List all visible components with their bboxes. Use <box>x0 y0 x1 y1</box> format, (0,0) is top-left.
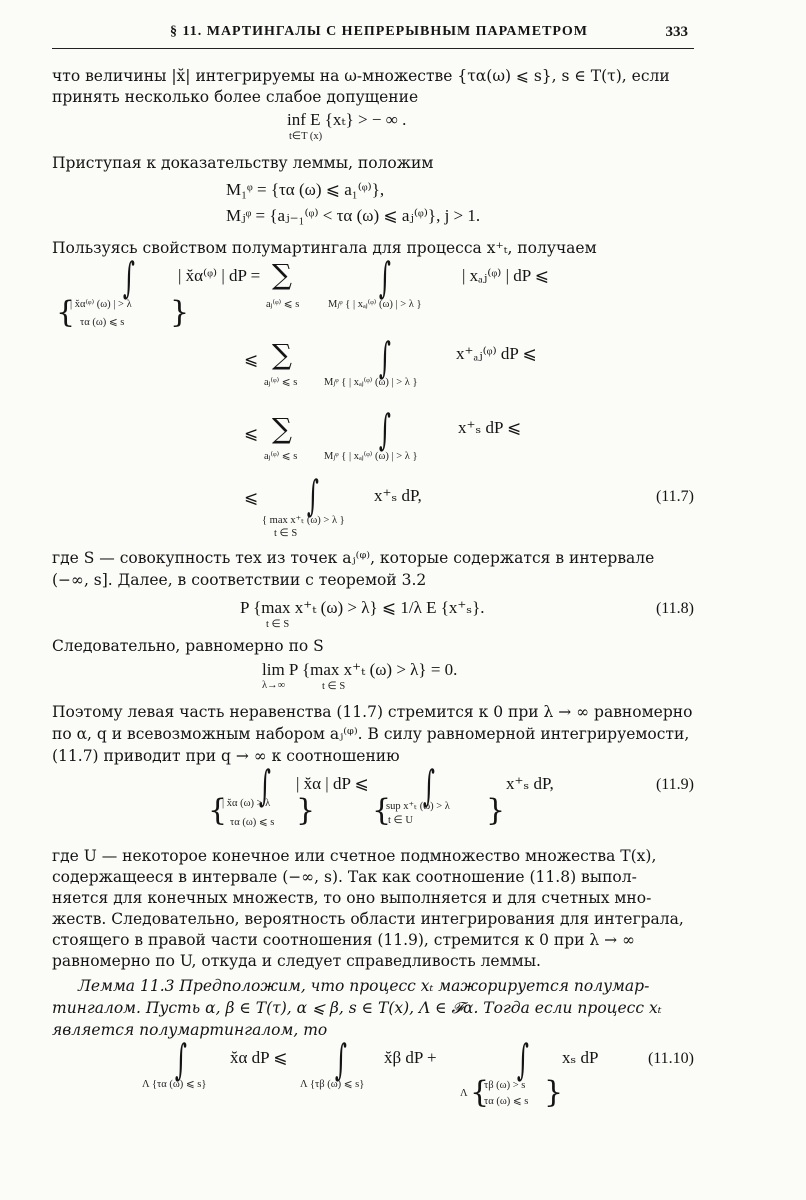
sum-sign: ∑ <box>272 412 292 445</box>
eq7-domain-2: τα (ω) ⩽ s <box>80 317 125 328</box>
integral-sign: ∫ <box>422 761 435 810</box>
eq7-row4-domain: { max x⁺ₜ (ω) > λ } <box>262 515 345 526</box>
text-line-10: (11.7) приводит при q → ∞ к соотношению <box>52 747 400 765</box>
integral-sign: ∫ <box>516 1035 529 1084</box>
eq9-domain-3: sup x⁺ₜ (ω) > λ <box>386 801 450 812</box>
inf-condition: inf E {xₜ} > − ∞ . <box>287 110 407 129</box>
eq7-right-integrand: | xₐⱼ⁽ᵠ⁾ | dP ⩽ <box>462 266 550 285</box>
text-line-15: стоящего в правой части соотношения (11.9), стремится к 0 при λ → ∞ <box>52 931 635 949</box>
integral-sign: ∫ <box>306 471 319 520</box>
text-line-9: по α, q и всевозможным набором aⱼ⁽ᵠ⁾. В силу равномерной интегрируемости, <box>52 725 690 743</box>
brace-right: } <box>486 793 506 828</box>
eq7-sum-subscript: aⱼ⁽ᵠ⁾ ⩽ s <box>266 299 300 310</box>
eq9-domain-2: τα (ω) ⩽ s <box>230 817 275 828</box>
page-number: 333 <box>665 24 688 40</box>
eq7-sum-subscript: aⱼ⁽ᵠ⁾ ⩽ s <box>264 451 298 462</box>
brace-left: { <box>56 295 76 330</box>
text-line-4: Пользуясь свойством полумартингала для процесса x⁺ₜ, получаем <box>52 239 597 257</box>
equation-number-11-10: (11.10) <box>647 1050 694 1067</box>
integral-sign: ∫ <box>378 405 391 454</box>
eq10-lambda: Λ <box>460 1088 468 1099</box>
equation-number-11-9: (11.9) <box>655 776 694 793</box>
limit-subscript: λ→∞ <box>262 680 286 691</box>
text-line-1: что величины |x̆| интегрируемы на ω-множестве {τα(ω) ⩽ s}, s ∈ T(τ), если <box>52 67 670 85</box>
eq7-left-integrand: | x̆α⁽ᵠ⁾ | dP = <box>178 266 261 285</box>
brace-right: } <box>544 1075 564 1110</box>
sum-sign: ∑ <box>272 258 292 291</box>
brace-left: { <box>208 793 228 828</box>
eq9-domain-1: | x̆α (ω) > λ <box>222 798 271 809</box>
eq8-subscript: t ∈ S <box>266 619 290 630</box>
text-line-7: Следовательно, равномерно по S <box>52 637 324 655</box>
equation-number-11-7: (11.7) <box>655 488 694 505</box>
lemma-11-3-line-3: является полумартингалом, то <box>52 1021 328 1039</box>
eq10-subscript-b: Λ {τβ (ω) ⩽ s} <box>300 1079 365 1090</box>
integral-sign: ∫ <box>378 253 391 302</box>
eq7-row2-integrand: x⁺ₐⱼ⁽ᵠ⁾ dP ⩽ <box>456 344 537 363</box>
text-line-11: где U — некоторое конечное или счетное подмножество множества T(x), <box>52 847 657 865</box>
text-line-5: где S — совокупность тех из точек aⱼ⁽ᵠ⁾, которые содержатся в интервале <box>52 549 655 567</box>
integral-sign: ∫ <box>378 333 391 382</box>
integral-sign: ∫ <box>122 253 135 302</box>
eq10-term-a: x̆α dP ⩽ <box>230 1048 288 1067</box>
le-sign: ⩽ <box>244 424 259 443</box>
brace-right: } <box>170 295 190 330</box>
eq7-sum-subscript: aⱼ⁽ᵠ⁾ ⩽ s <box>264 377 298 388</box>
text-line-14: жеств. Следовательно, вероятность области интегрирования для интеграла, <box>52 910 684 928</box>
eq10-subscript-a: Λ {τα (ω) ⩽ s} <box>142 1079 207 1090</box>
text-line-16: равномерно по U, откуда и следует справедливость леммы. <box>52 952 541 970</box>
inf-subscript: t∈T (x) <box>289 131 323 142</box>
eq9-right-integrand: x⁺ₛ dP, <box>506 774 554 793</box>
brace-right: } <box>296 793 316 828</box>
sum-sign: ∑ <box>272 338 292 371</box>
eq10-term-b: x̆β dP + <box>384 1048 437 1067</box>
text-line-13: няется для конечных множеств, то оно выполняется и для счетных мно- <box>52 889 652 907</box>
running-header: § 11. МАРТИНГАЛЫ С НЕПРЕРЫВНЫМ ПАРАМЕТРОМ <box>170 24 589 39</box>
eq7-row4-domain-2: t ∈ S <box>274 528 298 539</box>
eq7-int-subscript: Mⱼᵠ { | xₐⱼ⁽ᵠ⁾ (ω) | > λ } <box>324 377 418 388</box>
integral-sign: ∫ <box>258 761 271 810</box>
text-line-2: принять несколько более слабое допущение <box>52 88 419 106</box>
text-line-3: Приступая к доказательству леммы, положим <box>52 154 434 172</box>
le-sign: ⩽ <box>244 350 259 369</box>
eq7-row3-integrand: x⁺ₛ dP ⩽ <box>458 418 522 437</box>
limit-max-subscript: t ∈ S <box>322 681 346 692</box>
eq9-domain-4: t ∈ U <box>388 815 413 826</box>
text-line-6: (−∞, s]. Далее, в соответствии с теоремой 3.2 <box>52 571 427 589</box>
le-sign: ⩽ <box>244 488 259 507</box>
lemma-11-3-line-1: Лемма 11.3 Предположим, что процесс xₜ мажорируется полумар- <box>78 977 650 995</box>
limit-expression: lim P {max x⁺ₜ (ω) > λ} = 0. <box>262 660 458 679</box>
eq10-subscript-c1: τβ (ω) > s <box>484 1080 526 1091</box>
eq7-domain-1: | x̆α⁽ᵠ⁾ (ω) | > λ <box>70 299 132 310</box>
lemma-11-3-line-2: тингалом. Пусть α, β ∈ T(τ), α ⩽ β, s ∈ T(x), Λ ∈ 𝓕α. Тогда если процесс xₜ <box>52 999 662 1017</box>
header-rule <box>52 48 694 49</box>
eq7-row4-integrand: x⁺ₛ dP, <box>374 486 422 505</box>
set-Mj: Mⱼᵠ = {aⱼ₋₁⁽ᵠ⁾ < τα (ω) ⩽ aⱼ⁽ᵠ⁾}, j > 1. <box>226 206 481 225</box>
inequality-11-8: P {max x⁺ₜ (ω) > λ} ⩽ 1/λ E {x⁺ₛ}. <box>240 598 485 617</box>
eq7-int-subscript: Mⱼᵠ { | xₐⱼ⁽ᵠ⁾ (ω) | > λ } <box>324 451 418 462</box>
brace-left: { <box>470 1075 490 1110</box>
equation-number-11-8: (11.8) <box>655 600 694 617</box>
eq9-left-integrand: | x̆α | dP ⩽ <box>296 774 369 793</box>
eq7-int-subscript: Mⱼᵠ { | xₐⱼ⁽ᵠ⁾ (ω) | > λ } <box>328 299 422 310</box>
brace-left: { <box>372 793 392 828</box>
eq10-term-c: xₛ dP <box>562 1048 599 1067</box>
set-M1: M₁ᵠ = {τα (ω) ⩽ a₁⁽ᵠ⁾}, <box>226 180 385 199</box>
integral-sign: ∫ <box>334 1035 347 1084</box>
eq10-subscript-c2: τα (ω) ⩽ s <box>484 1096 529 1107</box>
integral-sign: ∫ <box>174 1035 187 1084</box>
text-line-12: содержащееся в интервале (−∞, s). Так как соотношение (11.8) выпол- <box>52 868 637 886</box>
text-line-8: Поэтому левая часть неравенства (11.7) стремится к 0 при λ → ∞ равномерно <box>52 703 693 721</box>
